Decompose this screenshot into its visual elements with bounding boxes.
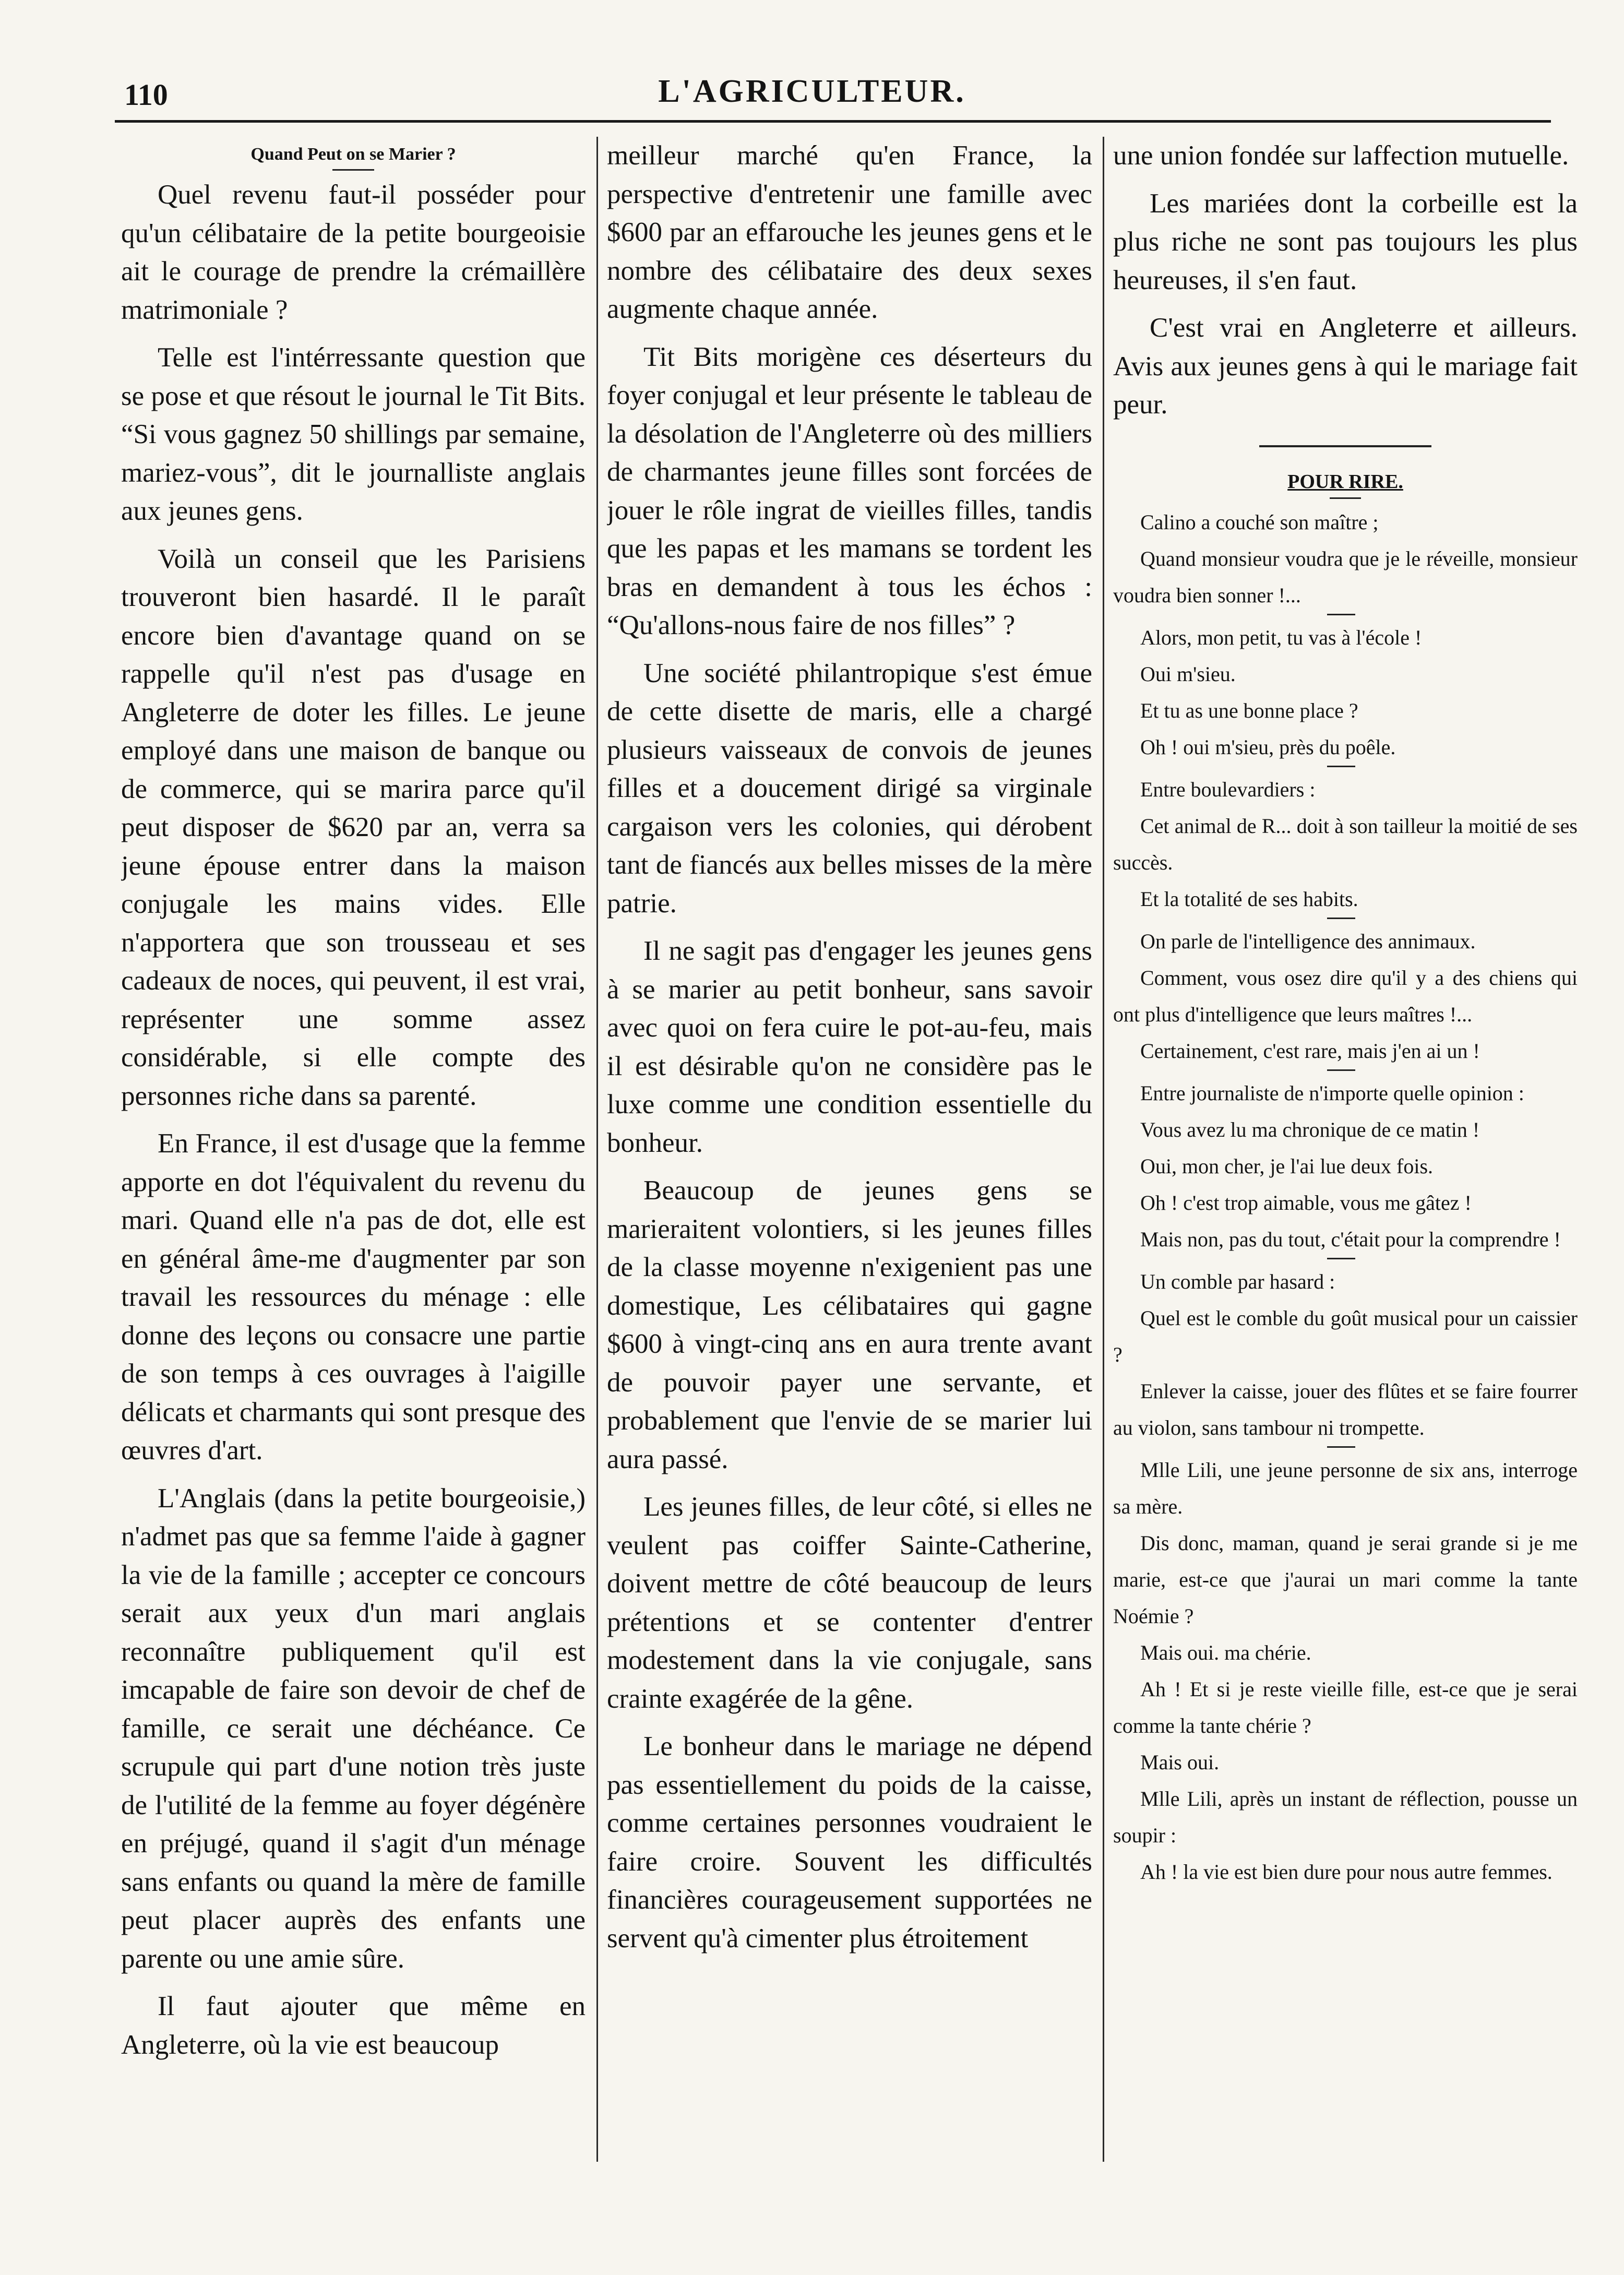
column-2-text <box>607 137 1092 1958</box>
article-title: Quand Peut on se Marier ? <box>250 145 456 164</box>
article-paragraph: Les mariées dont la corbeille est la plus riche ne sont pas toujours les plus heureuses, il s'en faut. <box>1113 188 1578 295</box>
column-3 <box>1113 137 1578 2188</box>
joke-line: Un comble par hasard : <box>1140 1269 1335 1293</box>
header-rule <box>115 120 1551 123</box>
article-paragraph: Telle est l'intérressante question que se pose et que résout le journal le Tit Bits. “Si vous gagnez 50 shillings par semaine, mariez-vous”, dit le journalliste anglais aux jeunes gens. <box>121 342 586 526</box>
joke-line: Enlever la caisse, jouer des flûtes et se faire fourrer au violon, sans tambour ni trompette. <box>1113 1379 1578 1439</box>
column-3-text <box>1113 137 1578 424</box>
joke-line: Quand monsieur voudra que je le réveille, monsieur voudra bien sonner !... <box>1113 546 1578 607</box>
article-paragraph: Il faut ajouter que même en Angleterre, où la vie est beaucoup <box>121 1991 586 2060</box>
column-1 <box>121 137 586 2188</box>
title-dash <box>1330 497 1361 499</box>
joke-line: Alors, mon petit, tu vas à l'école ! <box>1140 625 1422 649</box>
joke-separator <box>1327 614 1355 620</box>
joke-separator <box>1327 918 1355 923</box>
joke-line: Cet animal de R... doit à son tailleur la moitié de ses succès. <box>1113 814 1578 874</box>
joke-separator <box>1327 1258 1355 1264</box>
article-paragraph: meilleur marché qu'en France, la perspective d'entretenir une famille avec $600 par an effarouche les jeunes gens et le nombre des célibataire des deux sexes augmente chaque année. <box>607 140 1092 324</box>
column-2 <box>607 137 1092 2188</box>
joke-line: Oh ! oui m'sieu, près du poêle. <box>1140 735 1396 759</box>
joke-line: On parle de l'intelligence des annimaux. <box>1140 929 1476 953</box>
article-paragraph: Quel revenu faut-il posséder pour qu'un célibataire de la petite bourgeoisie ait le courage de prendre la crémaillère matrimoniale ? <box>121 180 586 325</box>
section-title: POUR RIRE. <box>1287 470 1403 493</box>
joke-line: Calino a couché son maître ; <box>1140 510 1379 534</box>
joke-line: Entre boulevardiers : <box>1140 777 1316 801</box>
joke-line: Mais non, pas du tout, c'était pour la comprendre ! <box>1140 1227 1561 1251</box>
article-paragraph: L'Anglais (dans la petite bourgeoisie,) n'admet pas que sa femme l'aide à gagner la vie de la famille ; accepter ce concours serait aux yeux d'un mari anglais reconnaître publiquement qu'il est imcapable de faire son devoir de chef de famille, ce serait une déchéance. Ce scrupule qui part d'une notion très juste de l'utilité de la femme au foyer dégénère en préjugé, quand il s'agit d'un ménage sans enfants ou quand la mère de famille peut placer auprès des enfants une parente ou une amie sûre. <box>121 1483 586 1974</box>
joke-line: Mlle Lili, une jeune personne de six ans, interroge sa mère. <box>1113 1458 1578 1518</box>
article-paragraph: Beaucoup de jeunes gens se marieraitent volontiers, si les jeunes filles de la classe moyenne n'exigenient pas une domestique, Les célibataires qui gagne $600 à vingt-cinq ans en aura trente avant de pouvoir payer une servante, et probablement que l'envie de se marier lui aura passé. <box>607 1175 1092 1474</box>
jokes-list <box>1113 504 1578 1890</box>
article-paragraph: Voilà un conseil que les Parisiens trouveront bien hasardé. Il le paraît encore bien d'avantage quand on se rappelle qu'il n'est pas d'usage en Angleterre de doter les filles. Le jeune employé dans une maison de banque ou de commerce, qui se marira parce qu'il peut disposer de $620 par an, verra sa jeune épouse entrer dans la maison conjugale les mains vides. Elle n'apportera que son trousseau et ses cadeaux de noces, qui peuvent, il est vrai, représenter une somme assez considérable, si elle compte des personnes riche dans sa parenté. <box>121 543 586 1111</box>
joke-line: Vous avez lu ma chronique de ce matin ! <box>1140 1117 1480 1141</box>
joke-line: Comment, vous osez dire qu'il y a des chiens qui ont plus d'intelligence que leurs maîtres !... <box>1113 966 1578 1026</box>
joke-line: Mais oui. <box>1140 1750 1220 1774</box>
joke-line: Et tu as une bonne place ? <box>1140 698 1358 722</box>
article-paragraph: Une société philantropique s'est émue de cette disette de maris, elle a chargé plusieurs vaisseaux de convois de jeunes filles et a doucement dirigé sa virginale cargaison vers les colonies, qui dérobent tant de fiancés aux belles misses de la mère patrie. <box>607 658 1092 919</box>
article-paragraph: Tit Bits morigène ces déserteurs du foyer conjugal et leur présente le tableau de la désolation de l'Angleterre où des milliers de charmantes jeune filles sont forcées de jouer le rôle ingrat de vieilles filles, tandis que les papas et les mamans se tordent les bras en demandent à tous les échos : “Qu'allons-nous faire de nos filles” ? <box>607 341 1092 640</box>
joke-line: Ah ! Et si je reste vieille fille, est-ce que je serai comme la tante chérie ? <box>1113 1677 1578 1737</box>
joke-line: Mais oui. ma chérie. <box>1140 1640 1311 1664</box>
joke-line: Entre journaliste de n'importe quelle opinion : <box>1140 1081 1524 1105</box>
article-paragraph: En France, il est d'usage que la femme apporte en dot l'équivalent du revenu du mari. Quand elle n'a pas de dot, elle est en général âme-me d'augmenter par son travail les ressources du ménage : elle donne des leçons ou consacre une partie de son temps à ces ouvrages à l'aigille délicats et charmants qui sont presque des œuvres d'art. <box>121 1128 586 1466</box>
column-rule <box>596 137 598 2162</box>
joke-line: Quel est le comble du goût musical pour un caissier ? <box>1113 1306 1578 1366</box>
article-paragraph: C'est vrai en Angleterre et ailleurs. Avis aux jeunes gens à qui le mariage fait peur. <box>1113 313 1578 420</box>
joke-line: Oui, mon cher, je l'ai lue deux fois. <box>1140 1154 1434 1178</box>
joke-line: Certainement, c'est rare, mais j'en ai un ! <box>1140 1039 1480 1063</box>
title-dash <box>332 169 374 171</box>
article-paragraph: Les jeunes filles, de leur côté, si elles ne veulent pas coiffer Sainte-Catherine, doivent mettre de côté beaucoup de leurs prétentions et se contenter d'entrer modestement dans la vie conjugale, sans crainte exagérée de la gêne. <box>607 1492 1092 1714</box>
running-title: L'AGRICULTEUR. <box>658 74 966 109</box>
section-separator <box>1259 445 1431 447</box>
joke-line: Et la totalité de ses habits. <box>1140 887 1358 911</box>
joke-line: Ah ! la vie est bien dure pour nous autre femmes. <box>1140 1860 1553 1884</box>
joke-separator <box>1327 1069 1355 1075</box>
joke-line: Oh ! c'est trop aimable, vous me gâtez ! <box>1140 1190 1472 1214</box>
article-paragraph: Le bonheur dans le mariage ne dépend pas essentiellement du poids de la caisse, comme certaines personnes voudraient le faire croire. Souvent les difficultés financières courageusement supportées ne servent qu'à cimenter plus étroitement <box>607 1731 1092 1954</box>
joke-separator <box>1327 1446 1355 1452</box>
joke-separator <box>1327 766 1355 771</box>
joke-line: Dis donc, maman, quand je serai grande si je me marie, est-ce que j'aurai un mari comme la tante Noémie ? <box>1113 1531 1578 1628</box>
column-1-text <box>121 176 586 2064</box>
column-rule <box>1103 137 1104 2162</box>
article-paragraph: Il ne sagit pas d'engager les jeunes gens à se marier au petit bonheur, sans savoir avec quoi on fera cuire le pot-au-feu, mais il est désirable qu'on ne considère pas le luxe comme une condition essentielle du bonheur. <box>607 936 1092 1158</box>
joke-line: Mlle Lili, après un instant de réflection, pousse un soupir : <box>1113 1786 1578 1847</box>
article-paragraph: une union fondée sur laffection mutuelle. <box>1113 140 1569 171</box>
page-number: 110 <box>124 78 168 112</box>
joke-line: Oui m'sieu. <box>1140 662 1236 686</box>
